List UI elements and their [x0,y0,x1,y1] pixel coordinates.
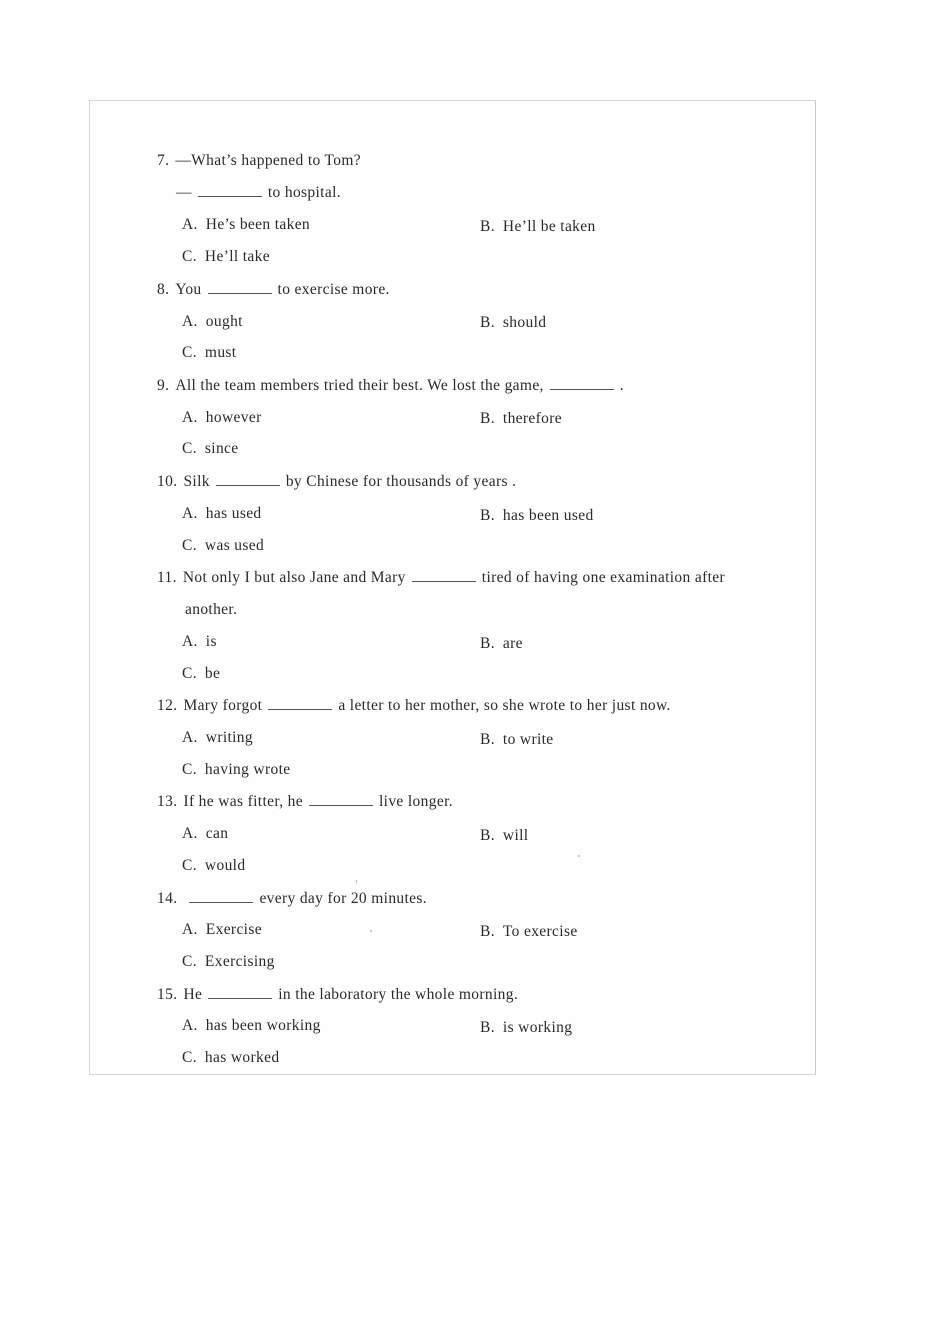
option-letter: C. [182,537,197,554]
question-12-option-b[interactable] [480,731,554,749]
option-text: is [205,633,217,650]
question-7-option-a[interactable] [182,216,310,234]
option-text: must [204,344,237,361]
option-letter: A. [182,633,198,650]
option-letter: A. [182,825,198,842]
option-letter: A. [182,313,198,330]
answer-blank [268,697,332,710]
question-stem: . [619,377,625,394]
option-text: therefore [502,410,563,427]
option-text: has worked [204,1049,280,1066]
question-number: 13. [157,793,178,810]
question-stem: You [175,281,202,298]
option-letter: C. [182,857,197,874]
option-text: Exercise [205,921,262,938]
option-text: to write [502,731,554,748]
option-text: can [205,825,229,842]
option-text: He’s been taken [205,216,311,233]
question-12 [157,697,671,715]
option-letter: B. [480,923,495,940]
option-text: are [502,635,523,652]
question-number: 11. [157,569,177,586]
option-text: was used [204,537,265,554]
question-9 [157,377,624,395]
question-stem: —What’s happened to Tom? [175,152,361,169]
option-letter: C. [182,344,197,361]
option-text: has used [205,505,262,522]
question-stem: to exercise more. [277,281,390,298]
question-7-response [176,184,341,202]
option-letter: B. [480,314,495,331]
answer-blank [412,569,476,582]
question-11-option-a[interactable] [182,633,217,651]
question-number: 9. [157,377,170,394]
option-text: since [204,440,239,457]
question-stem: by Chinese for thousands of years . [285,473,517,490]
question-stem: every day for 20 minutes. [259,890,428,907]
question-10-option-c[interactable] [182,537,264,555]
question-14-option-a[interactable] [182,921,262,939]
question-number: 8. [157,281,170,298]
option-letter: B. [480,635,495,652]
option-letter: B. [480,1019,495,1036]
question-stem: Silk [183,473,210,490]
question-13-option-c[interactable] [182,857,245,875]
option-letter: C. [182,1049,197,1066]
option-letter: C. [182,953,197,970]
question-11-continuation [185,601,237,619]
question-stem: He [183,986,203,1003]
option-letter: B. [480,507,495,524]
question-8-option-b[interactable] [480,314,546,332]
option-letter: C. [182,761,197,778]
question-stem: Not only I but also Jane and Mary [182,569,406,586]
option-text: will [502,827,529,844]
option-text: having wrote [204,761,291,778]
question-11 [157,569,725,587]
question-10-option-a[interactable] [182,505,262,523]
question-8 [157,281,390,299]
option-text: writing [205,729,254,746]
option-letter: A. [182,729,198,746]
question-stem: another. [185,601,238,618]
question-10-option-b[interactable] [480,507,594,525]
option-letter: C. [182,665,197,682]
question-stem: in the laboratory the whole morning. [278,986,519,1003]
scan-speck [356,880,357,883]
question-stem: live longer. [379,793,453,810]
question-15 [157,986,518,1004]
question-stem: If he was fitter, he [183,793,304,810]
answer-blank [550,377,614,390]
option-text: has been used [502,507,594,524]
option-text: He’ll be taken [502,218,596,235]
question-stem: Mary forgot [183,697,263,714]
question-stem: All the team members tried their best. We lost the game, [175,377,544,394]
question-stem: tired of having one examination after [481,569,725,586]
question-8-option-a[interactable] [182,313,243,331]
answer-blank [198,184,262,197]
question-15-option-b[interactable] [480,1019,572,1037]
question-number: 12. [157,697,178,714]
option-letter: A. [182,1017,198,1034]
answer-blank [189,890,253,903]
option-letter: A. [182,921,198,938]
answer-blank [216,473,280,486]
option-text: would [204,857,246,874]
question-15-option-c[interactable] [182,1049,279,1067]
question-7-option-c[interactable] [182,248,270,266]
question-number: 15. [157,986,178,1003]
question-number: 7. [157,152,170,169]
option-letter: C. [182,248,197,265]
option-text: be [204,665,221,682]
answer-blank [309,793,373,806]
option-letter: B. [480,410,495,427]
dash: — [176,184,192,201]
question-number: 10. [157,473,178,490]
question-7-option-b[interactable] [480,218,596,236]
option-text: He’ll take [204,248,270,265]
question-number: 14. [157,890,178,907]
option-letter: B. [480,731,495,748]
question-9-option-c[interactable] [182,440,239,458]
option-text: ought [205,313,243,330]
option-text: however [205,409,262,426]
question-10 [157,473,516,491]
question-stem: a letter to her mother, so she wrote to her just now. [338,697,671,714]
question-12-option-a[interactable] [182,729,253,747]
question-14-option-c[interactable] [182,953,275,971]
option-letter: A. [182,216,198,233]
option-letter: B. [480,218,495,235]
option-text: Exercising [204,953,275,970]
question-13-option-b[interactable] [480,827,528,845]
option-letter: B. [480,827,495,844]
option-text: should [502,314,547,331]
question-12-option-c[interactable] [182,761,290,779]
answer-blank [208,986,272,999]
question-13-option-a[interactable] [182,825,228,843]
option-text: To exercise [502,923,578,940]
option-text: is working [502,1019,573,1036]
question-11-option-c[interactable] [182,665,220,683]
question-11-option-b[interactable] [480,635,523,653]
question-stem: to hospital. [267,184,341,201]
answer-blank [208,281,272,294]
question-7 [157,152,361,170]
scan-speck [578,855,580,857]
question-15-option-a[interactable] [182,1017,321,1035]
question-9-option-b[interactable] [480,410,562,428]
question-8-option-c[interactable] [182,344,236,362]
question-13 [157,793,453,811]
scan-speck [370,930,372,932]
question-14 [157,890,427,908]
question-14-option-b[interactable] [480,923,578,941]
option-letter: C. [182,440,197,457]
option-letter: A. [182,505,198,522]
option-text: has been working [205,1017,321,1034]
option-letter: A. [182,409,198,426]
question-9-option-a[interactable] [182,409,262,427]
